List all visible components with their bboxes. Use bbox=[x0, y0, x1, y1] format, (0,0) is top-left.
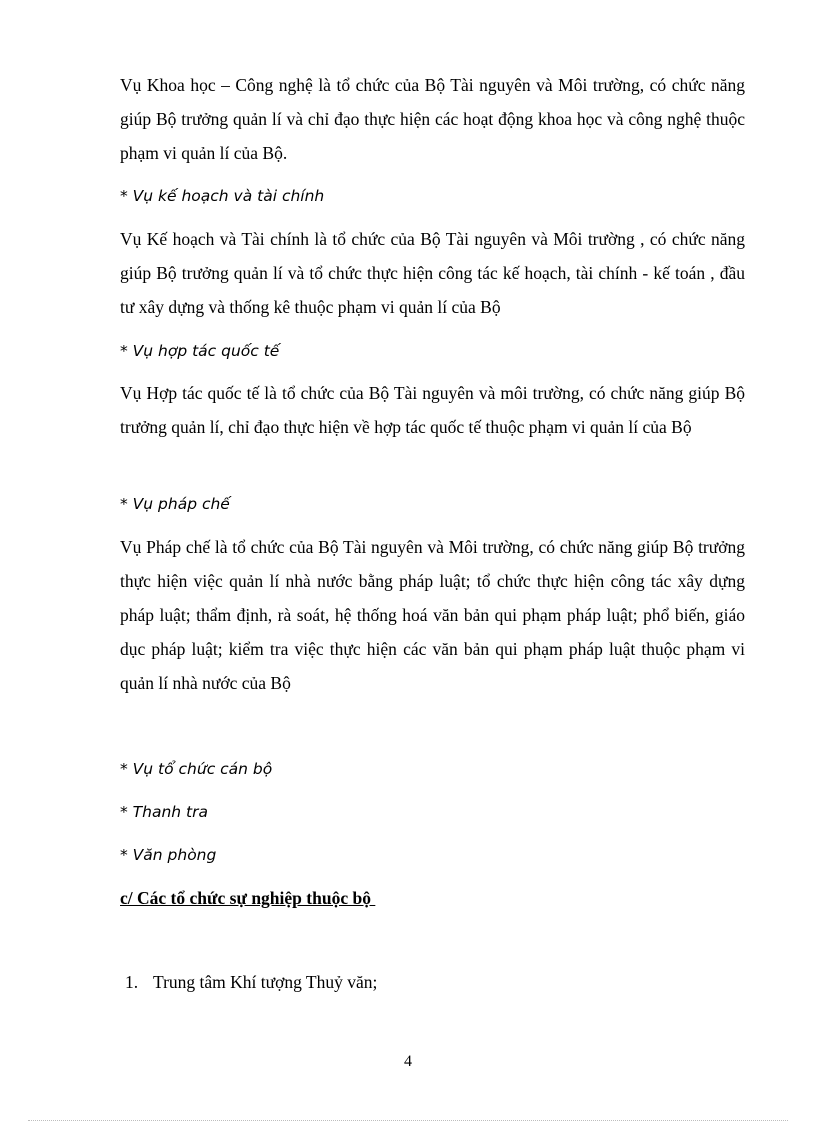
heading-vu-phap-che: * Vụ pháp chế bbox=[120, 495, 230, 513]
heading-vu-ke-hoach-tai-chinh: * Vụ kế hoạch và tài chính bbox=[120, 187, 325, 205]
list-item bbox=[125, 970, 377, 994]
section-title-to-chuc-su-nghiep: c/ Các tổ chức sự nghiệp thuộc bộ bbox=[120, 888, 376, 908]
heading-thanh-tra: * Thanh tra bbox=[120, 803, 208, 821]
paragraph-vu-ke-hoach-tai-chinh: Vụ Kế hoạch và Tài chính là tổ chức của Bộ Tài nguyên và Môi trường , có chức năng giúp Bộ trưởng quản lí và tổ chức thực hiện công tác kế hoạch, tài chính - kế toán , đầu tư xây dựng và thống kê thuộc phạm vi quản lí của Bộ bbox=[120, 229, 745, 317]
paragraph-vu-khoa-hoc-cong-nghe: Vụ Khoa học – Công nghệ là tổ chức của Bộ Tài nguyên và Môi trường, có chức năng giúp Bộ trưởng quản lí và chỉ đạo thực hiện các hoạt động khoa học và công nghệ thuộc phạm vi quản lí của Bộ. bbox=[120, 75, 745, 163]
heading-vu-to-chuc-can-bo: * Vụ tổ chức cán bộ bbox=[120, 760, 273, 778]
heading-van-phong: * Văn phòng bbox=[120, 846, 217, 864]
page-number: 4 bbox=[404, 1053, 412, 1070]
list-item-number: 1. bbox=[125, 972, 139, 992]
list-item-text: Trung tâm Khí tượng Thuỷ văn; bbox=[153, 972, 378, 992]
paragraph-vu-hop-tac-quoc-te: Vụ Hợp tác quốc tế là tổ chức của Bộ Tài nguyên và môi trường, có chức năng giúp Bộ trưởng quản lí, chỉ đạo thực hiện về hợp tác quốc tế thuộc phạm vi quản lí của Bộ bbox=[120, 383, 745, 437]
heading-vu-hop-tac-quoc-te: * Vụ hợp tác quốc tế bbox=[120, 342, 280, 360]
page-bottom-divider bbox=[28, 1120, 788, 1121]
paragraph-vu-phap-che: Vụ Pháp chế là tổ chức của Bộ Tài nguyên và Môi trường, có chức năng giúp Bộ trưởng thực hiện việc quản lí nhà nước bằng pháp luật; tổ chức thực hiện công tác xây dựng pháp luật; thẩm định, rà soát, hệ thống hoá văn bản qui phạm pháp luật; phổ biến, giáo dục pháp luật; kiểm tra việc thực hiện các văn bản qui phạm pháp luật thuộc phạm vi quản lí nhà nước của Bộ bbox=[120, 537, 745, 693]
